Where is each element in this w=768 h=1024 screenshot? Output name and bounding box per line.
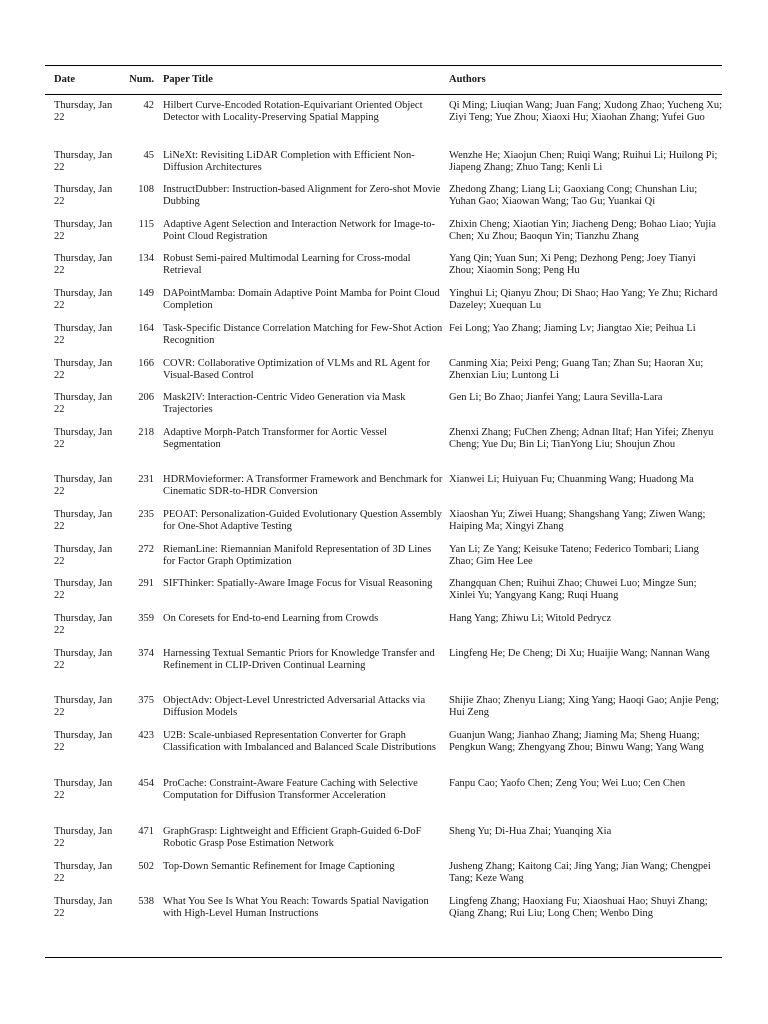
row-title: Adaptive Agent Selection and Interaction Network for Image-to-Point Cloud Registration (163, 219, 436, 242)
row-date: Thursday, Jan 22 (54, 544, 113, 567)
row-num: 134 (138, 253, 154, 264)
row-num: 164 (138, 323, 154, 334)
row-num: 42 (143, 100, 154, 111)
row-authors: Lingfeng He; De Cheng; Di Xu; Huaijie Wang; Nannan Wang (449, 648, 710, 659)
row-num: 231 (138, 474, 154, 485)
row-num: 538 (138, 896, 154, 907)
row-date: Thursday, Jan 22 (54, 323, 113, 346)
row-num: 166 (138, 358, 154, 369)
table-top-rule (45, 65, 722, 66)
row-title: On Coresets for End-to-end Learning from Crowds (163, 613, 379, 624)
row-title: Robust Semi-paired Multimodal Learning for Cross-modal Retrieval (163, 253, 411, 276)
row-authors: Xianwei Li; Huiyuan Fu; Chuanming Wang; Huadong Ma (449, 474, 694, 485)
row-authors: Yang Qin; Yuan Sun; Xi Peng; Dezhong Peng; Joey Tianyi Zhou; Xiaomin Song; Peng Hu (449, 253, 696, 276)
row-date: Thursday, Jan 22 (54, 826, 113, 849)
header-title: Paper Title (163, 74, 213, 85)
row-num: 454 (138, 778, 154, 789)
row-authors: Yan Li; Ze Yang; Keisuke Tateno; Federico Tombari; Liang Zhao; Gim Hee Lee (449, 544, 699, 567)
row-num: 108 (138, 184, 154, 195)
row-authors: Yinghui Li; Qianyu Zhou; Di Shao; Hao Yang; Ye Zhu; Richard Dazeley; Xuequan Lu (449, 288, 718, 311)
row-authors: Shijie Zhao; Zhenyu Liang; Xing Yang; Haoqi Gao; Anjie Peng; Hui Zeng (449, 695, 720, 718)
header-num: Num. (129, 74, 154, 85)
row-date: Thursday, Jan 22 (54, 288, 113, 311)
row-title: U2B: Scale-unbiased Representation Converter for Graph Classification with Imbalanced and Balanced Scale Distributions (163, 730, 436, 753)
header-authors: Authors (449, 74, 486, 85)
row-date: Thursday, Jan 22 (54, 474, 113, 497)
row-date: Thursday, Jan 22 (54, 695, 113, 718)
row-title: Adaptive Morph-Patch Transformer for Aortic Vessel Segmentation (163, 427, 388, 450)
row-date: Thursday, Jan 22 (54, 861, 113, 884)
row-title: Hilbert Curve-Encoded Rotation-Equivariant Oriented Object Detector with Locality-Preserving Spatial Mapping (163, 100, 423, 123)
row-authors: Lingfeng Zhang; Haoxiang Fu; Xiaoshuai Hao; Shuyi Zhang; Qiang Zhang; Rui Liu; Long Chen; Wenbo Ding (449, 896, 708, 919)
row-title: Task-Specific Distance Correlation Matching for Few-Shot Action Recognition (163, 323, 443, 346)
row-authors: Wenzhe He; Xiaojun Chen; Ruiqi Wang; Ruihui Li; Huilong Pi; Jiapeng Zhang; Zhuo Tang; Kenli Li (449, 150, 718, 173)
row-authors: Canming Xia; Peixi Peng; Guang Tan; Zhan Su; Haoran Xu; Zhenxian Liu; Luntong Li (449, 358, 704, 381)
row-num: 375 (138, 695, 154, 706)
row-num: 291 (138, 578, 154, 589)
row-authors: Zhedong Zhang; Liang Li; Gaoxiang Cong; Chunshan Liu; Yuhan Gao; Xiaowan Wang; Tao Gu; Yuankai Qi (449, 184, 698, 207)
row-title: ProCache: Constraint-Aware Feature Caching with Selective Computation for Diffusion Transformer Acceleration (163, 778, 418, 801)
row-title: Mask2IV: Interaction-Centric Video Generation via Mask Trajectories (163, 392, 406, 415)
table-bottom-rule (45, 957, 722, 958)
row-authors: Jusheng Zhang; Kaitong Cai; Jing Yang; Jian Wang; Chengpei Tang; Keze Wang (449, 861, 711, 884)
row-authors: Zhenxi Zhang; FuChen Zheng; Adnan Iltaf; Han Yifei; Zhenyu Cheng; Yue Du; Bin Li; TianYong Liu; Shoujun Zhou (449, 427, 714, 450)
row-title: HDRMovieformer: A Transformer Framework and Benchmark for Cinematic SDR-to-HDR Conversion (163, 474, 443, 497)
row-date: Thursday, Jan 22 (54, 392, 113, 415)
row-title: Top-Down Semantic Refinement for Image Captioning (163, 861, 395, 872)
row-title: GraphGrasp: Lightweight and Efficient Graph-Guided 6-DoF Robotic Grasp Pose Estimation Network (163, 826, 422, 849)
row-authors: Zhangquan Chen; Ruihui Zhao; Chuwei Luo; Mingze Sun; Xinlei Yu; Yangyang Kang; Ruqi Huang (449, 578, 697, 601)
row-date: Thursday, Jan 22 (54, 358, 113, 381)
row-authors: Hang Yang; Zhiwu Li; Witold Pedrycz (449, 613, 612, 624)
row-date: Thursday, Jan 22 (54, 150, 113, 173)
row-date: Thursday, Jan 22 (54, 648, 113, 671)
row-date: Thursday, Jan 22 (54, 778, 113, 801)
row-date: Thursday, Jan 22 (54, 100, 113, 123)
row-title: LiNeXt: Revisiting LiDAR Completion with Efficient Non-Diffusion Architectures (163, 150, 415, 173)
row-date: Thursday, Jan 22 (54, 253, 113, 276)
row-num: 45 (143, 150, 154, 161)
row-date: Thursday, Jan 22 (54, 896, 113, 919)
row-authors: Zhixin Cheng; Xiaotian Yin; Jiacheng Deng; Bohao Liao; Yujia Chen; Xu Zhou; Baoqun Yin; Tianzhu Zhang (449, 219, 716, 242)
row-authors: Gen Li; Bo Zhao; Jianfei Yang; Laura Sevilla-Lara (449, 392, 663, 403)
row-authors: Qi Ming; Liuqian Wang; Juan Fang; Xudong Zhao; Yucheng Xu; Ziyi Teng; Yue Zhou; Xiaoxi Hu; Xiaohan Zhang; Yufei Guo (449, 100, 722, 123)
row-num: 359 (138, 613, 154, 624)
row-authors: Sheng Yu; Di-Hua Zhai; Yuanqing Xia (449, 826, 612, 837)
row-num: 374 (138, 648, 154, 659)
row-authors: Fei Long; Yao Zhang; Jiaming Lv; Jiangtao Xie; Peihua Li (449, 323, 696, 334)
row-title: Harnessing Textual Semantic Priors for Knowledge Transfer and Refinement in CLIP-Driven Continual Learning (163, 648, 435, 671)
row-num: 115 (138, 219, 154, 230)
row-date: Thursday, Jan 22 (54, 427, 113, 450)
row-title: PEOAT: Personalization-Guided Evolutionary Question Assembly for One-Shot Adaptive Testing (163, 509, 442, 532)
row-title: DAPointMamba: Domain Adaptive Point Mamba for Point Cloud Completion (163, 288, 440, 311)
row-authors: Guanjun Wang; Jianhao Zhang; Jiaming Ma; Sheng Huang; Pengkun Wang; Zhengyang Zhou; Binwu Wang; Yang Wang (449, 730, 704, 753)
row-date: Thursday, Jan 22 (54, 184, 113, 207)
row-date: Thursday, Jan 22 (54, 578, 113, 601)
row-authors: Xiaoshan Yu; Ziwei Huang; Shangshang Yang; Ziwen Wang; Haiping Ma; Xingyi Zhang (449, 509, 706, 532)
row-num: 423 (138, 730, 154, 741)
row-num: 502 (138, 861, 154, 872)
table-header-row (45, 74, 722, 90)
row-title: InstructDubber: Instruction-based Alignment for Zero-shot Movie Dubbing (163, 184, 441, 207)
row-title: SIFThinker: Spatially-Aware Image Focus for Visual Reasoning (163, 578, 433, 589)
header-date: Date (54, 74, 75, 85)
row-authors: Fanpu Cao; Yaofo Chen; Zeng You; Wei Luo; Cen Chen (449, 778, 686, 789)
table-header-rule (45, 94, 722, 95)
row-num: 272 (138, 544, 154, 555)
row-date: Thursday, Jan 22 (54, 613, 113, 636)
row-num: 235 (138, 509, 154, 520)
row-num: 206 (138, 392, 154, 403)
row-num: 471 (138, 826, 154, 837)
row-num: 218 (138, 427, 154, 438)
row-title: ObjectAdv: Object-Level Unrestricted Adversarial Attacks via Diffusion Models (163, 695, 426, 718)
row-date: Thursday, Jan 22 (54, 730, 113, 753)
row-date: Thursday, Jan 22 (54, 219, 113, 242)
row-date: Thursday, Jan 22 (54, 509, 113, 532)
row-title: What You See Is What You Reach: Towards Spatial Navigation with High-Level Human Instructions (163, 896, 429, 919)
row-title: RiemanLine: Riemannian Manifold Representation of 3D Lines for Factor Graph Optimization (163, 544, 432, 567)
row-num: 149 (138, 288, 154, 299)
row-title: COVR: Collaborative Optimization of VLMs and RL Agent for Visual-Based Control (163, 358, 431, 381)
